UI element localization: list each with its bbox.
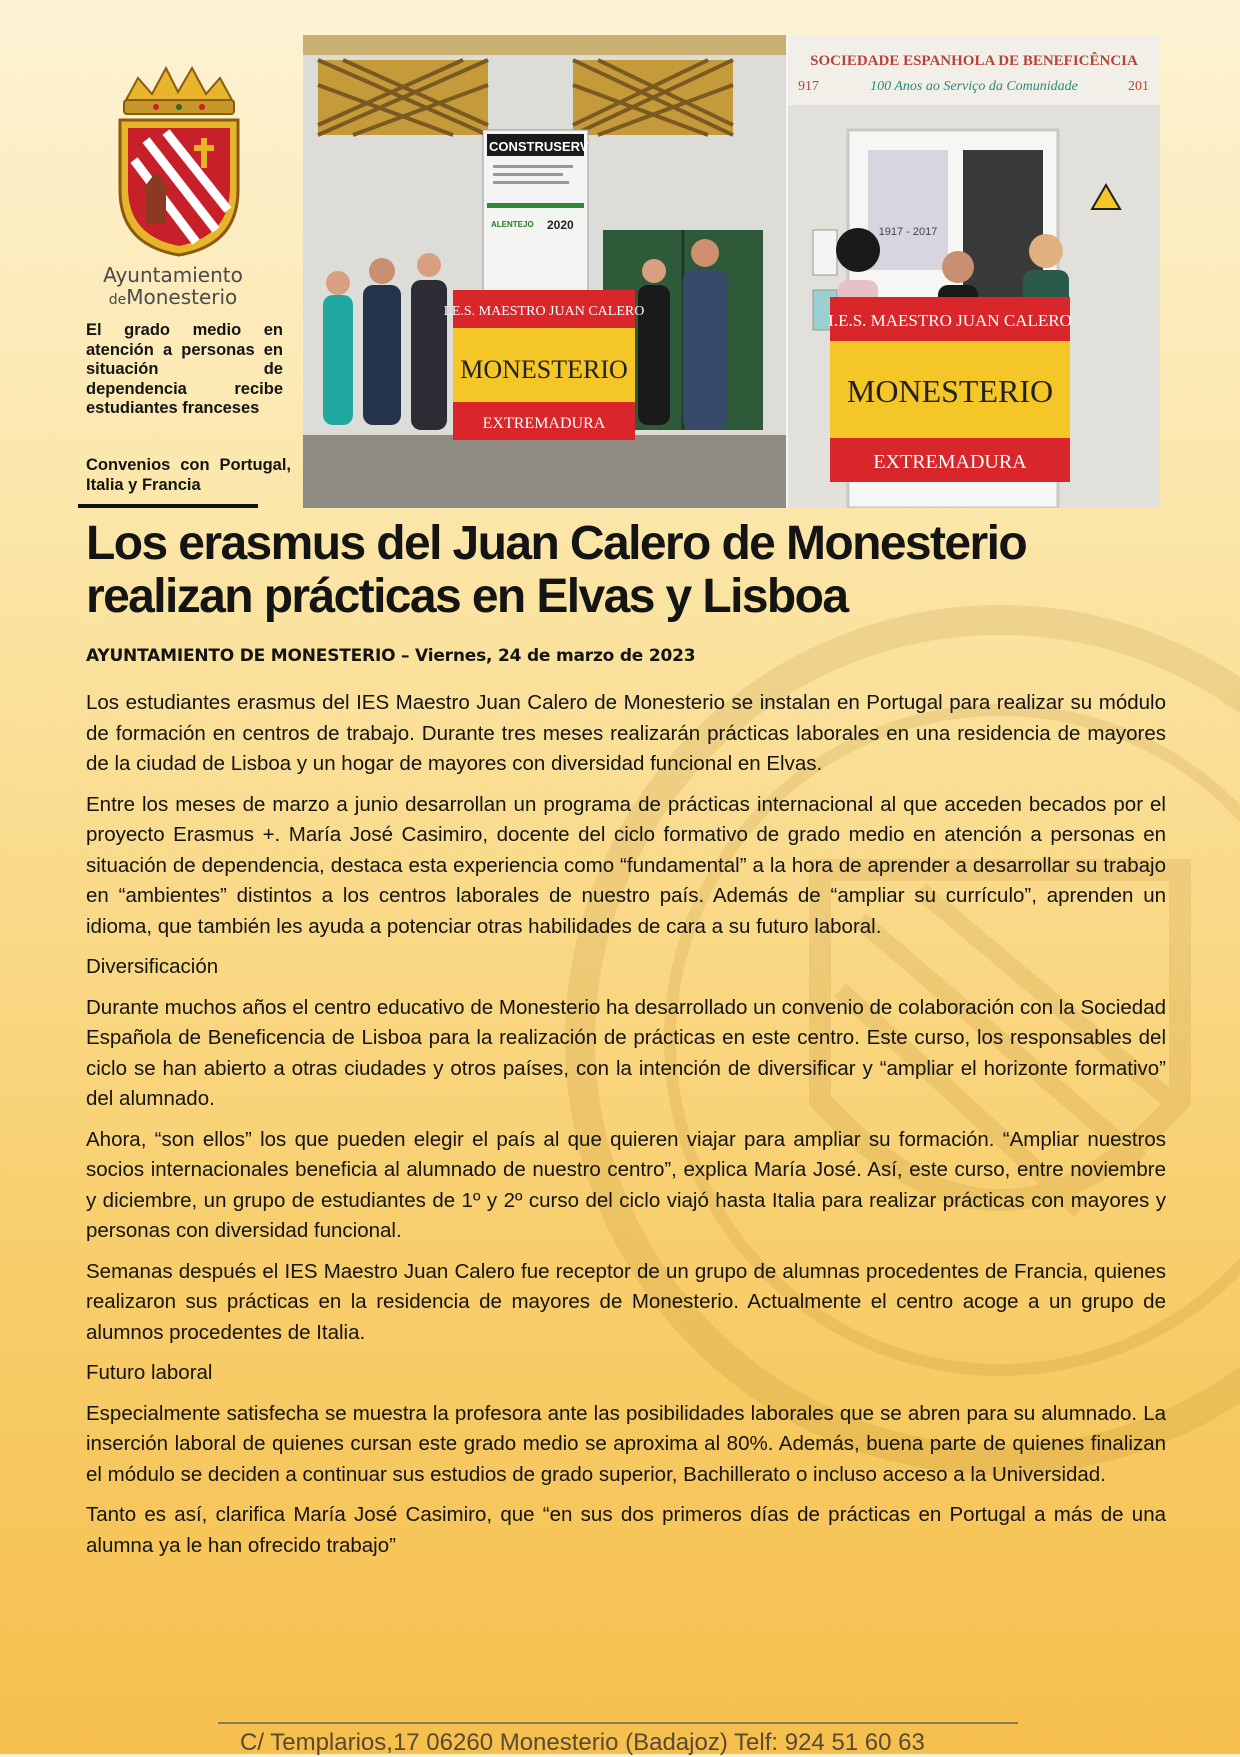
footer-divider <box>218 1722 1018 1724</box>
paragraph-1: Los estudiantes erasmus del IES Maestro Juan Calero de Monesterio se instalan en Portugal para realizar su módulo de formación en centros de trabajo. Durante tres meses realizarán prácticas laborales en una residencia de mayores de la ciudad de Lisboa y un hogar de mayores con diversidad funcional en Elvas. <box>86 691 1166 775</box>
article-title: Los erasmus del Juan Calero de Monesterio realizan prácticas en Elvas y Lisboa <box>86 517 1027 623</box>
banner-left-line3: EXTREMADURA <box>482 415 606 432</box>
paragraph-3: Durante muchos años el centro educativo de Monesterio ha desarrollado un convenio de colaboración con la Sociedad Española de Beneficencia de Lisboa para la realización de prácticas en este centro. Este curso, los responsables del ciclo se han abierto a otras ciudades y otros países, con la intención de diversificar y “ampliar el horizonte formativo” del alumnado. <box>86 995 1166 1110</box>
poster-years: 1917 - 2017 <box>878 226 938 238</box>
facade-year-left: 917 <box>798 79 819 94</box>
facade-year-right: 201 <box>1128 79 1149 94</box>
sign-logo-alentejo: ALENTEJO <box>491 220 534 229</box>
paragraph-6: Especialmente satisfecha se muestra la profesora ante las posibilidades laborales que se abren para su alumnado. La inserción laboral de quienes cursan este grado medio se aproxima al 80%. Además, buena parte de quienes finalizan el módulo se deciden a continuar sus estudios de grado superior, Bachillerato o incluso acceso a la Universidad. <box>86 1401 1166 1486</box>
footer-address: C/ Templarios,17 06260 Monesterio (Badajoz) Telf: 924 51 60 63 <box>240 1729 925 1756</box>
banner-left-line1: I.E.S. MAESTRO JUAN CALERO <box>443 304 645 319</box>
paragraph-2: Entre los meses de marzo a junio desarrollan un programa de prácticas internacional al que acceden becados por el proyecto Erasmus +. María José Casimiro, docente del ciclo formativo de grado medio en atención a personas en situación de dependencia, destaca esta experiencia como “fundamental” a la hora de aprender a desarrollar su trabajo en “ambientes” distintos a los centros laborales de nuestro país. Además de “ampliar su currículo”, aprenden un idioma, que también les ayuda a potenciar otras habilidades de cara a su futuro laboral. <box>86 792 1166 938</box>
logo-line-2-name: Monesterio <box>126 285 238 309</box>
banner-right-line2: MONESTERIO <box>846 373 1054 409</box>
subheading-diversificacion: Diversificación <box>86 955 219 978</box>
sign-logo-2020: 2020 <box>547 218 574 232</box>
photo-elvas-group <box>303 35 788 508</box>
sidebar-divider <box>78 504 258 508</box>
flag-banner-left <box>444 290 645 440</box>
logo-line-2 <box>78 286 268 311</box>
sidebar-note-dependencia: El grado medio en atención a personas en situación de dependencia recibe estudiantes franceses <box>86 321 283 417</box>
photo-lisboa-group <box>788 35 1160 508</box>
facade-line-2: 100 Anos ao Serviço da Comunidade <box>870 79 1078 94</box>
municipal-crest-logo <box>86 60 266 260</box>
paragraph-4: Ahora, “son ellos” los que pueden elegir el país al que quieren viajar para ampliar su formación. “Ampliar nuestros socios internacionales beneficia al alumnado de nuestro centro”, explica María José. Así, este curso, entre noviembre y diciembre, un grupo de estudiantes de 1º y 2º curso del ciclo viajó hasta Italia para realizar prácticas con mayores y personas con diversidad funcional. <box>86 1127 1166 1242</box>
facade-line-1: SOCIEDADE ESPANHOLA DE BENEFICÊNCIA <box>810 53 1138 69</box>
photo-elvas-illustration <box>303 35 786 508</box>
flag-banner-right <box>828 297 1072 482</box>
photo-lisboa-illustration <box>788 35 1160 508</box>
logo-wordmark <box>78 264 268 311</box>
sign-title: CONSTRUSERV <box>489 139 589 154</box>
article-body <box>86 688 1166 1571</box>
subheading-futuro-laboral: Futuro laboral <box>86 1361 213 1384</box>
sidebar-note-convenios: Convenios con Portugal, Italia y Francia <box>86 456 291 494</box>
paragraph-5: Semanas después el IES Maestro Juan Calero fue receptor de un grupo de alumnas procedentes de Francia, quienes realizaron sus prácticas en la residencia de mayores de Monesterio. Actualmente el centro acoge a un grupo de alumnos procedentes de Italia. <box>86 1259 1166 1344</box>
header-photos <box>303 35 1160 508</box>
sidebar <box>78 60 291 494</box>
logo-line-1: Ayuntamiento <box>103 263 243 287</box>
banner-left-line2: MONESTERIO <box>460 355 628 384</box>
article-byline: AYUNTAMIENTO DE MONESTERIO – Viernes, 24 de marzo de 2023 <box>86 646 696 666</box>
logo-line-2-prefix: de <box>108 292 127 308</box>
banner-right-line3: EXTREMADURA <box>873 451 1027 473</box>
banner-right-line1: I.E.S. MAESTRO JUAN CALERO <box>828 311 1072 330</box>
paragraph-7: Tanto es así, clarifica María José Casimiro, que “en sus dos primeros días de prácticas en Portugal a más de una alumna ya le han ofrecido trabajo” <box>86 1503 1166 1557</box>
